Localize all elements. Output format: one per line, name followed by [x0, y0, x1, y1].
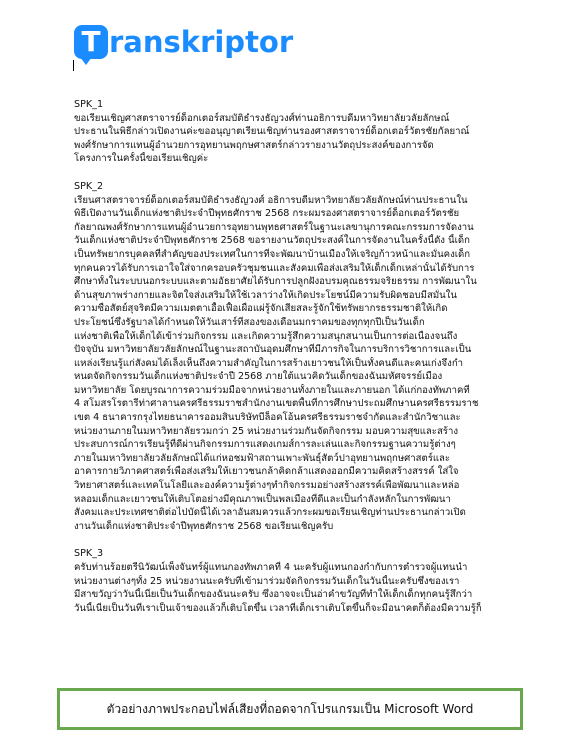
transcript-line: ประสบการณ์การเรียนรู้ที่ดีผ่านกิจกรรมการแสดงเกมส์การละเล่นและกิจกรรมฐานความรู้ต่างๆ	[74, 439, 456, 451]
transcript-line: วันนี้เนี่ยเป็นวันที่เราเป็นเจ้าของแล้วก็เติบโตขึ้น เวลาที่เด็กเราเติบโตขึ้นก็จะมีอนาคตก็ต้องมีความรู้ก็	[74, 602, 482, 614]
transcript-line: แห่งชาติเพื่อให้เด็กได้เข้าร่วมกิจกรรม และเกิดความรู้สึกความสนุกสนานเป็นการต่อเนื่องจนถึง	[74, 330, 458, 342]
transcript-line: ขอเรียนเชิญศาสตราจารย์ด็อกเตอร์สมบัติธำรงธัญวงศ์ท่านอธิการบดีมหาวิทยาลัยวลัยลักษณ์	[74, 112, 450, 124]
logo-badge: T	[74, 25, 108, 59]
transcript-line: เรียนศาสตราจารย์ด็อกเตอร์สมบัติธำรงธัญวงศ์ อธิการบดีมหาวิทยาลัยวลัยลักษณ์ท่านประธานใน	[74, 194, 468, 206]
transcript-line: ศึกษาทั้งในระบบนอกระบบและตามอัธยาศัยได้รับการปลูกฝังอบรมคุณธรรมจริยธรรม การพัฒนาใน	[74, 276, 477, 288]
transcript-line: ความซื่อสัตย์สุจริตมีความเมตตาเอื้อเฟื้อเผื่อแผ่รู้จักเสียสละรู้จักใช้ทรัพยากรธรรมชาติให้เกิด	[74, 303, 448, 315]
transcript-line: ครับท่านร้อยตรีนิวัฒน์เพ็งจันทร์ผู้แทนกองทัพภาคที่ 4 นะครับผู้แทนกองกำกับการตำรวจผู้แทนนำ	[74, 562, 468, 573]
transcript-line: พงศ์รักษาการแทนผู้อำนวยการอุทยานพฤกษศาสตร์กล่าวรายงานวัตถุประสงค์ของการจัด	[74, 139, 434, 151]
transcript-line: วันเด็กแห่งชาติประจำปีพุทธศักราช 2568 ขอรายงานวัตถุประสงค์ในการจัดงานในครั้งนี้ดัง นี้เด็ก	[74, 235, 470, 247]
transcript-line: งานวันเด็กแห่งชาติประจำปีพุทธศักราช 2568 ขอเรียนเชิญครับ	[74, 520, 334, 532]
speaker-label: SPK_1	[74, 99, 104, 110]
transcript-line: หลอมเด็กและเยาวชนให้เติบโตอย่างมีคุณภาพเป็นพลเมืองที่ดีและเป็นกำลังหลักในการพัฒนา	[74, 493, 451, 505]
transcript-line: อาคารกายวิภาคศาสตร์เพื่อส่งเสริมให้เยาวชนกล้าคิดกล้าแสดงออกมีความคิดสร้างสรรค์ ใส่ใจ	[74, 466, 459, 478]
transcript-line: ประธานในพิธีกล่าวเปิดงานค่ะขออนุญาตเรียนเชิญท่านรองศาสตราจารย์ด็อกเตอร์วัตรชัยกัลยาณ์	[74, 126, 470, 138]
transcript-paragraph	[74, 194, 514, 534]
transcript-line: หนดจัดกิจกรรมวันเด็กแห่งชาติประจำปี 2568 ภายใต้แนวคิดวันเด็กของฉันมหัศจรรย์เมือง	[74, 371, 443, 383]
transcript-line: โครงการในครั้งนี้ขอเรียนเชิญค่ะ	[74, 153, 209, 165]
transcript-line: ภายในมหาวิทยาลัยวลัยลักษณ์ได้แก่หอชมฟ้าสถานเพาะพันธุ์สัตว์ปาอุทยานพฤกษศาสตร์และ	[74, 452, 451, 464]
caption-box	[57, 688, 523, 730]
transcript-line: วิทยาศาสตร์และเทคโนโลยีและองค์ความรู้ต่างๆทำกิจกรรมอย่างสร้างสรรค์เพื่อพัฒนาและหล่อ	[74, 480, 460, 492]
transcript-line: แหล่งเรียนรู้แก่สังคมได้เล็งเห็นถึงความสำคัญในการสร้างเยาวชนให้เป็นทั้งคนดีและคนเก่งจึงกำ	[74, 357, 464, 369]
text-cursor	[73, 60, 74, 71]
transkriptor-logo	[74, 22, 293, 62]
transcript-line: เป็นทรัพยากรบุคคลที่สำคัญของประเทศในการที่จะพัฒนาบ้านเมืองให้เจริญก้าวหน้าและมั่นคงเด็ก	[74, 248, 471, 260]
transcript-line: มีสาขวัญว่าวันนี้เนี่ยเป็นวันเด็กของฉันนะครับ ซึ่งอาจจะเป็นอ่าคำขวัญที่ทำให้เด็กเด็กทุกคนรู้สึกว่า	[74, 589, 473, 601]
transcript-line: ประโยชน์ซึ่งรัฐบาลได้กำหนดให้วันเสาร์ที่สองของเดือนมกราคมของทุกทุกปีเป็นวันเด็ก	[74, 316, 425, 328]
caption-text: ตัวอย่างภาพประกอบไฟล์เสียงที่ถอดจากโปรแกรมเป็น Microsoft Word	[106, 701, 474, 716]
transcript-line: 4 สโมสรโรตารีท่าศาลานครศรีธรรมราชสำนักงานเขตพื้นที่การศึกษาประถมศึกษานครศรีธรรมราช	[74, 398, 479, 410]
transcript-paragraph	[74, 561, 514, 615]
transcript-line: หน่วยงานต่างๆทั้ง 25 หน่วยงานนะครับที่เข้ามาร่วมจัดกิจกรรมวันเด็กในวันนี้นะครับชึ่งของเรา	[74, 575, 460, 587]
transcript-line: ด้านสุขภาพร่างกายและจิตใจส่งเสริมให้ใช้เวลาว่างให้เกิดประโยชน์มีความรับผิดชอบมีสมั่นใน	[74, 289, 457, 301]
logo-text: ranskriptor	[109, 25, 294, 59]
transcript-body[interactable]	[74, 98, 514, 629]
transcript-line: กัลยาณพงศ์รักษาการแทนผู้อำนวยการอุทยานพุทธศาสตร์ในฐานะเลขานุการคณะกรรมการจัดงาน	[74, 221, 474, 233]
transcript-line: มหาวิทยาลัย โดยบูรณาการความร่วมมือจากหน่วยงานทั้งภายในและภายนอก ได้แก่กองทัพภาคที่	[74, 384, 470, 396]
speaker-label: SPK_3	[74, 548, 104, 560]
transcript-line: เขต 4 ธนาคารกรุงไทยธนาคารออมสินบริษัทบีล็อคโอ้นครศรีธรรมราชจำกัดและสำนักวิชาและ	[74, 412, 461, 424]
transcript-line: ทุกคนควรได้รับการเอาใจใส่จากครอบครัวชุมชนและสังคมเพื่อส่งเสริมให้เด็กเด็กเหล่านั้นได้รับการ	[74, 262, 475, 274]
transcript-paragraph	[74, 112, 514, 166]
transcript-line: ปัจจุบัน มหาวิทยาลัยวลัยลักษณ์ในฐานะสถาบันอุดมศึกษาที่มีภารกิจในการบริการวิชาการและเป็น	[74, 344, 472, 356]
speaker-label: SPK_2	[74, 180, 104, 192]
transcript-line: หน่วยงานภายในมหาวิทยาลัยรวมกว่า 25 หน่วยงานร่วมกันจัดกิจกรรม มอบความสุขและสร้าง	[74, 425, 459, 437]
transcript-line: พิธีเปิดงานวันเด็กแห่งชาติประจำปีพุทธศักราช 2568 กระผมรองศาสตราจารย์ด็อกเตอร์วัตรชัย	[74, 208, 460, 220]
transcript-line: สังคมและประเทศชาติต่อไปบัดนี้ได้เวลาอันสมควรแล้วกระผมขอเรียนเชิญท่านประธานกล่าวเปิด	[74, 507, 466, 519]
